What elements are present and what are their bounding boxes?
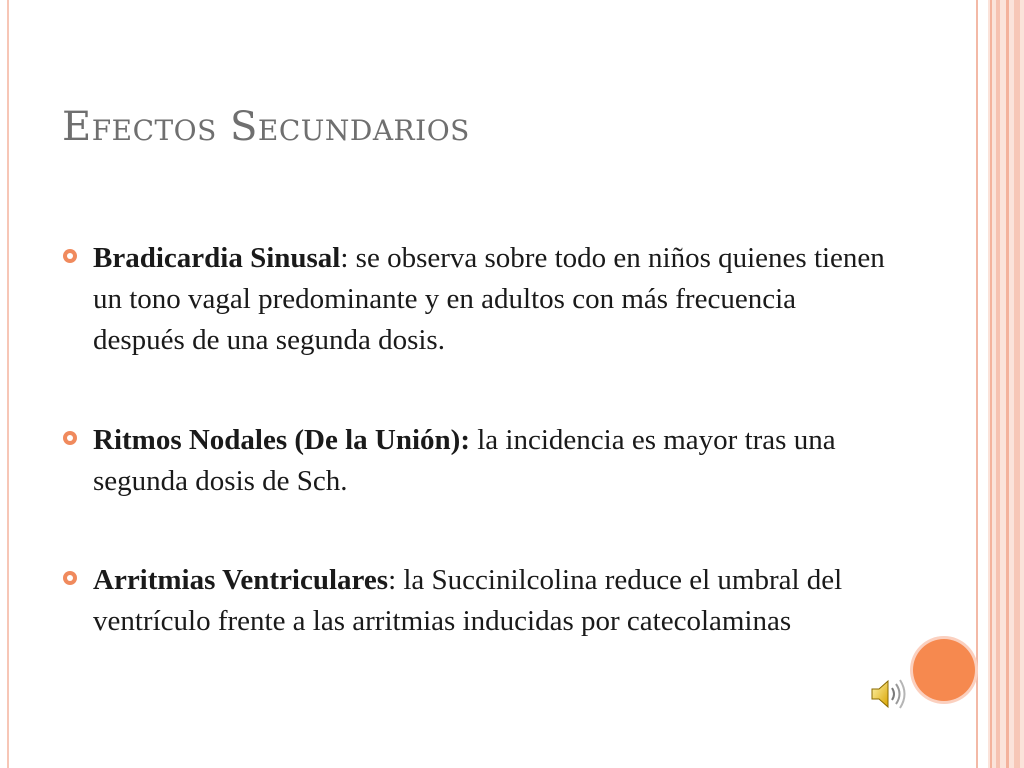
bullet-term: Bradicardia Sinusal: [93, 242, 341, 274]
decorative-circle: [913, 639, 975, 701]
slide-title: Efectos Secundarios: [62, 104, 470, 150]
bullet-item-bradicardia: [62, 238, 892, 420]
bullet-term: Arritmias Ventriculares: [93, 564, 389, 596]
bullet-item-arritmias: [62, 560, 892, 700]
speaker-icon[interactable]: [868, 676, 908, 712]
circle-bullet-icon: [63, 571, 77, 585]
bullet-term: Ritmos Nodales (De la Unión):: [93, 424, 470, 456]
frame-right-line: [976, 0, 978, 768]
right-stripe: [1006, 0, 1009, 768]
bullet-text: la incidencia es mayor tras una segunda dosis de Sch.: [93, 424, 836, 497]
bullet-text: : se observa sobre todo en niños quienes tienen un tono vagal predominante y en adultos con más frecuencia después de una segunda dosis.: [93, 242, 885, 356]
right-stripe: [1014, 0, 1020, 768]
circle-bullet-icon: [63, 431, 77, 445]
bullet-text: : la Succinilcolina reduce el umbral del ventrículo frente a las arritmias inducidas por catecolaminas: [93, 564, 843, 637]
frame-left-line: [7, 0, 9, 768]
right-stripe: [990, 0, 992, 768]
bullet-item-ritmos-nodales: [62, 420, 892, 560]
circle-bullet-icon: [63, 249, 77, 263]
bullet-list: [62, 238, 892, 700]
right-stripe: [996, 0, 1000, 768]
